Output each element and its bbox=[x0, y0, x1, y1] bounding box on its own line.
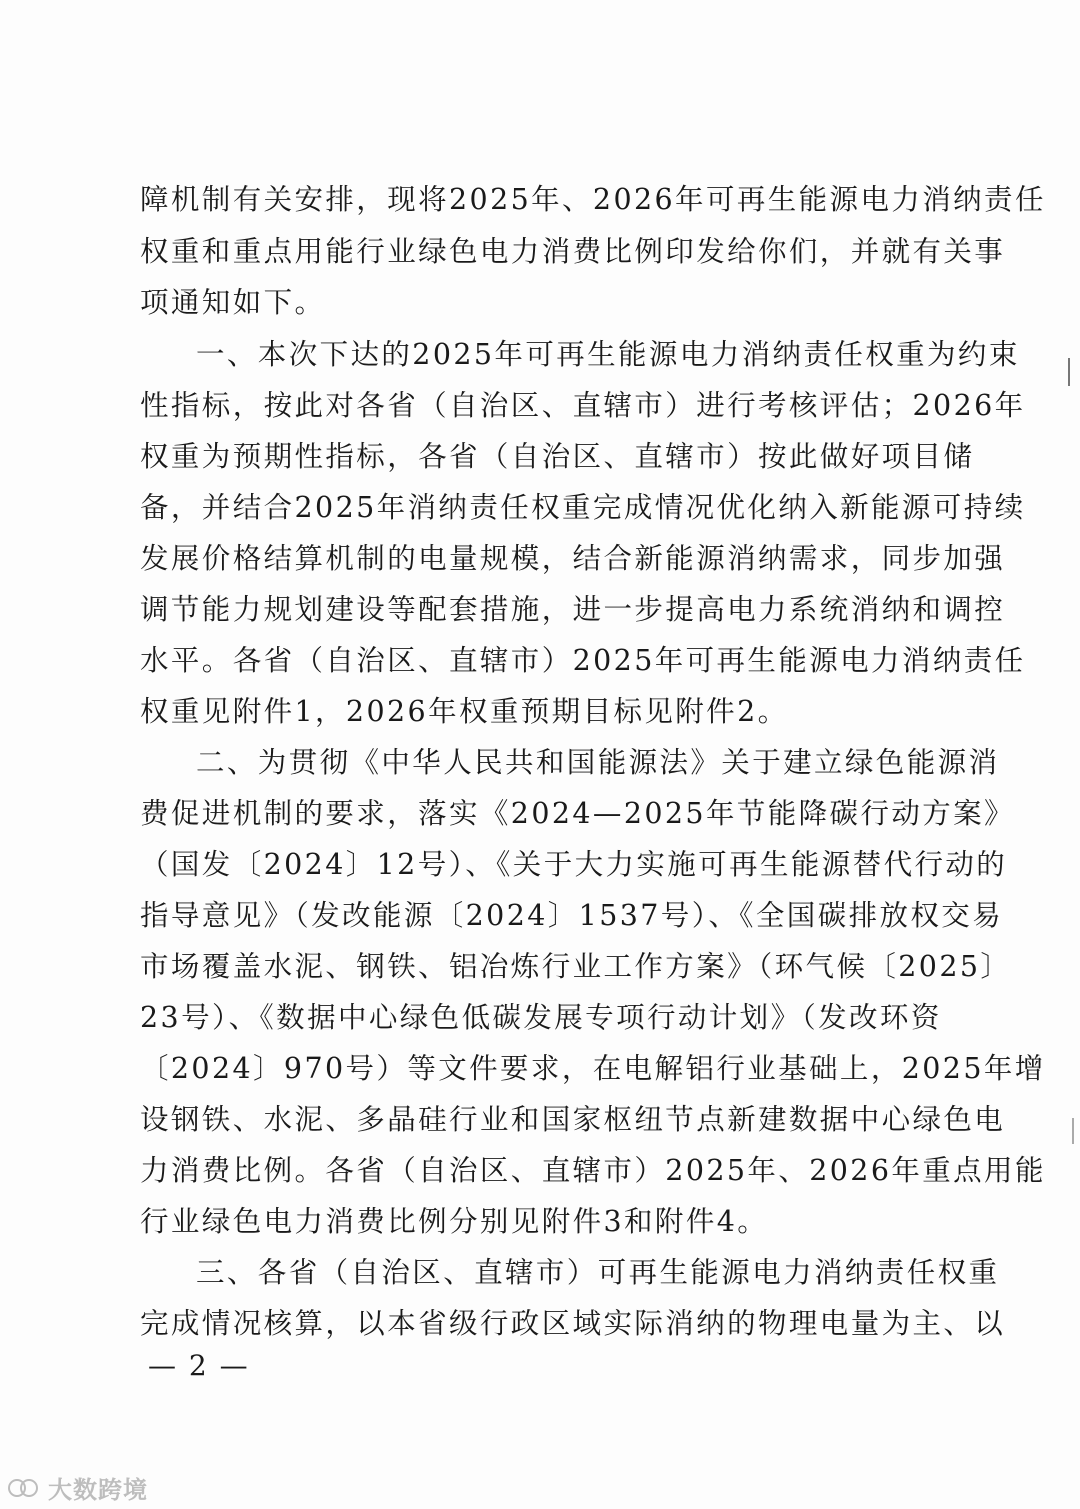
body-text-line: 调节能力规划建设等配套措施，进一步提高电力系统消纳和调控 bbox=[140, 593, 1006, 626]
scan-artifact bbox=[1072, 1118, 1074, 1144]
body-text-line: 指导意见》（发改能源〔2024〕1537号）、《全国碳排放权交易 bbox=[140, 899, 1004, 932]
scan-artifact bbox=[1068, 358, 1070, 386]
body-text-line: （国发〔2024〕12号）、《关于大力实施可再生能源替代行动的 bbox=[140, 848, 1008, 881]
body-text-line: 权重为预期性指标，各省（自治区、直辖市）按此做好项目储 bbox=[140, 440, 975, 473]
body-text-line: 〔2024〕970号）等文件要求，在电解铝行业基础上，2025年增 bbox=[140, 1052, 1046, 1085]
body-text-line: 性指标，按此对各省（自治区、直辖市）进行考核评估；2026年 bbox=[140, 389, 1026, 422]
paragraph-1-first-line: 一、本次下达的2025年可再生能源电力消纳责任权重为约束 bbox=[196, 338, 1020, 371]
paragraph-2-first-line: 二、为贯彻《中华人民共和国能源法》关于建立绿色能源消 bbox=[196, 746, 1000, 779]
paragraph-3-first-line: 三、各省（自治区、直辖市）可再生能源电力消纳责任权重 bbox=[196, 1256, 1000, 1289]
body-text-line: 项通知如下。 bbox=[140, 286, 326, 319]
body-text-line: 23号）、《数据中心绿色低碳发展专项行动计划》（发改环资 bbox=[140, 1001, 942, 1034]
body-text-line: 完成情况核算，以本省级行政区域实际消纳的物理电量为主、以 bbox=[140, 1307, 1006, 1340]
body-text-line: 行业绿色电力消费比例分别见附件3和附件4。 bbox=[140, 1205, 769, 1238]
page-number: — 2 — bbox=[148, 1349, 250, 1382]
body-text-line: 备，并结合2025年消纳责任权重完成情况优化纳入新能源可持续 bbox=[140, 491, 1026, 524]
body-text-line: 设钢铁、水泥、多晶硅行业和国家枢纽节点新建数据中心绿色电 bbox=[140, 1103, 1006, 1136]
body-text-line: 力消费比例。各省（自治区、直辖市）2025年、2026年重点用能 bbox=[140, 1154, 1046, 1187]
watermark-text: 大数跨境 bbox=[48, 1476, 148, 1504]
body-text-line: 费促进机制的要求，落实《2024—2025年节能降碳行动方案》 bbox=[140, 797, 1015, 830]
body-text-line: 发展价格结算机制的电量规模，结合新能源消纳需求，同步加强 bbox=[140, 542, 1006, 575]
watermark-logo-icon bbox=[8, 1477, 42, 1499]
body-text-line: 水平。各省（自治区、直辖市）2025年可再生能源电力消纳责任 bbox=[140, 644, 1026, 677]
body-text-line: 市场覆盖水泥、钢铁、铝冶炼行业工作方案》（环气候〔2025〕 bbox=[140, 950, 1012, 983]
watermark bbox=[8, 1470, 148, 1505]
body-text-line: 障机制有关安排，现将2025年、2026年可再生能源电力消纳责任 bbox=[140, 183, 1046, 216]
body-text-line: 权重和重点用能行业绿色电力消费比例印发给你们，并就有关事 bbox=[140, 235, 1006, 268]
body-text-line: 权重见附件1，2026年权重预期目标见附件2。 bbox=[140, 695, 789, 728]
